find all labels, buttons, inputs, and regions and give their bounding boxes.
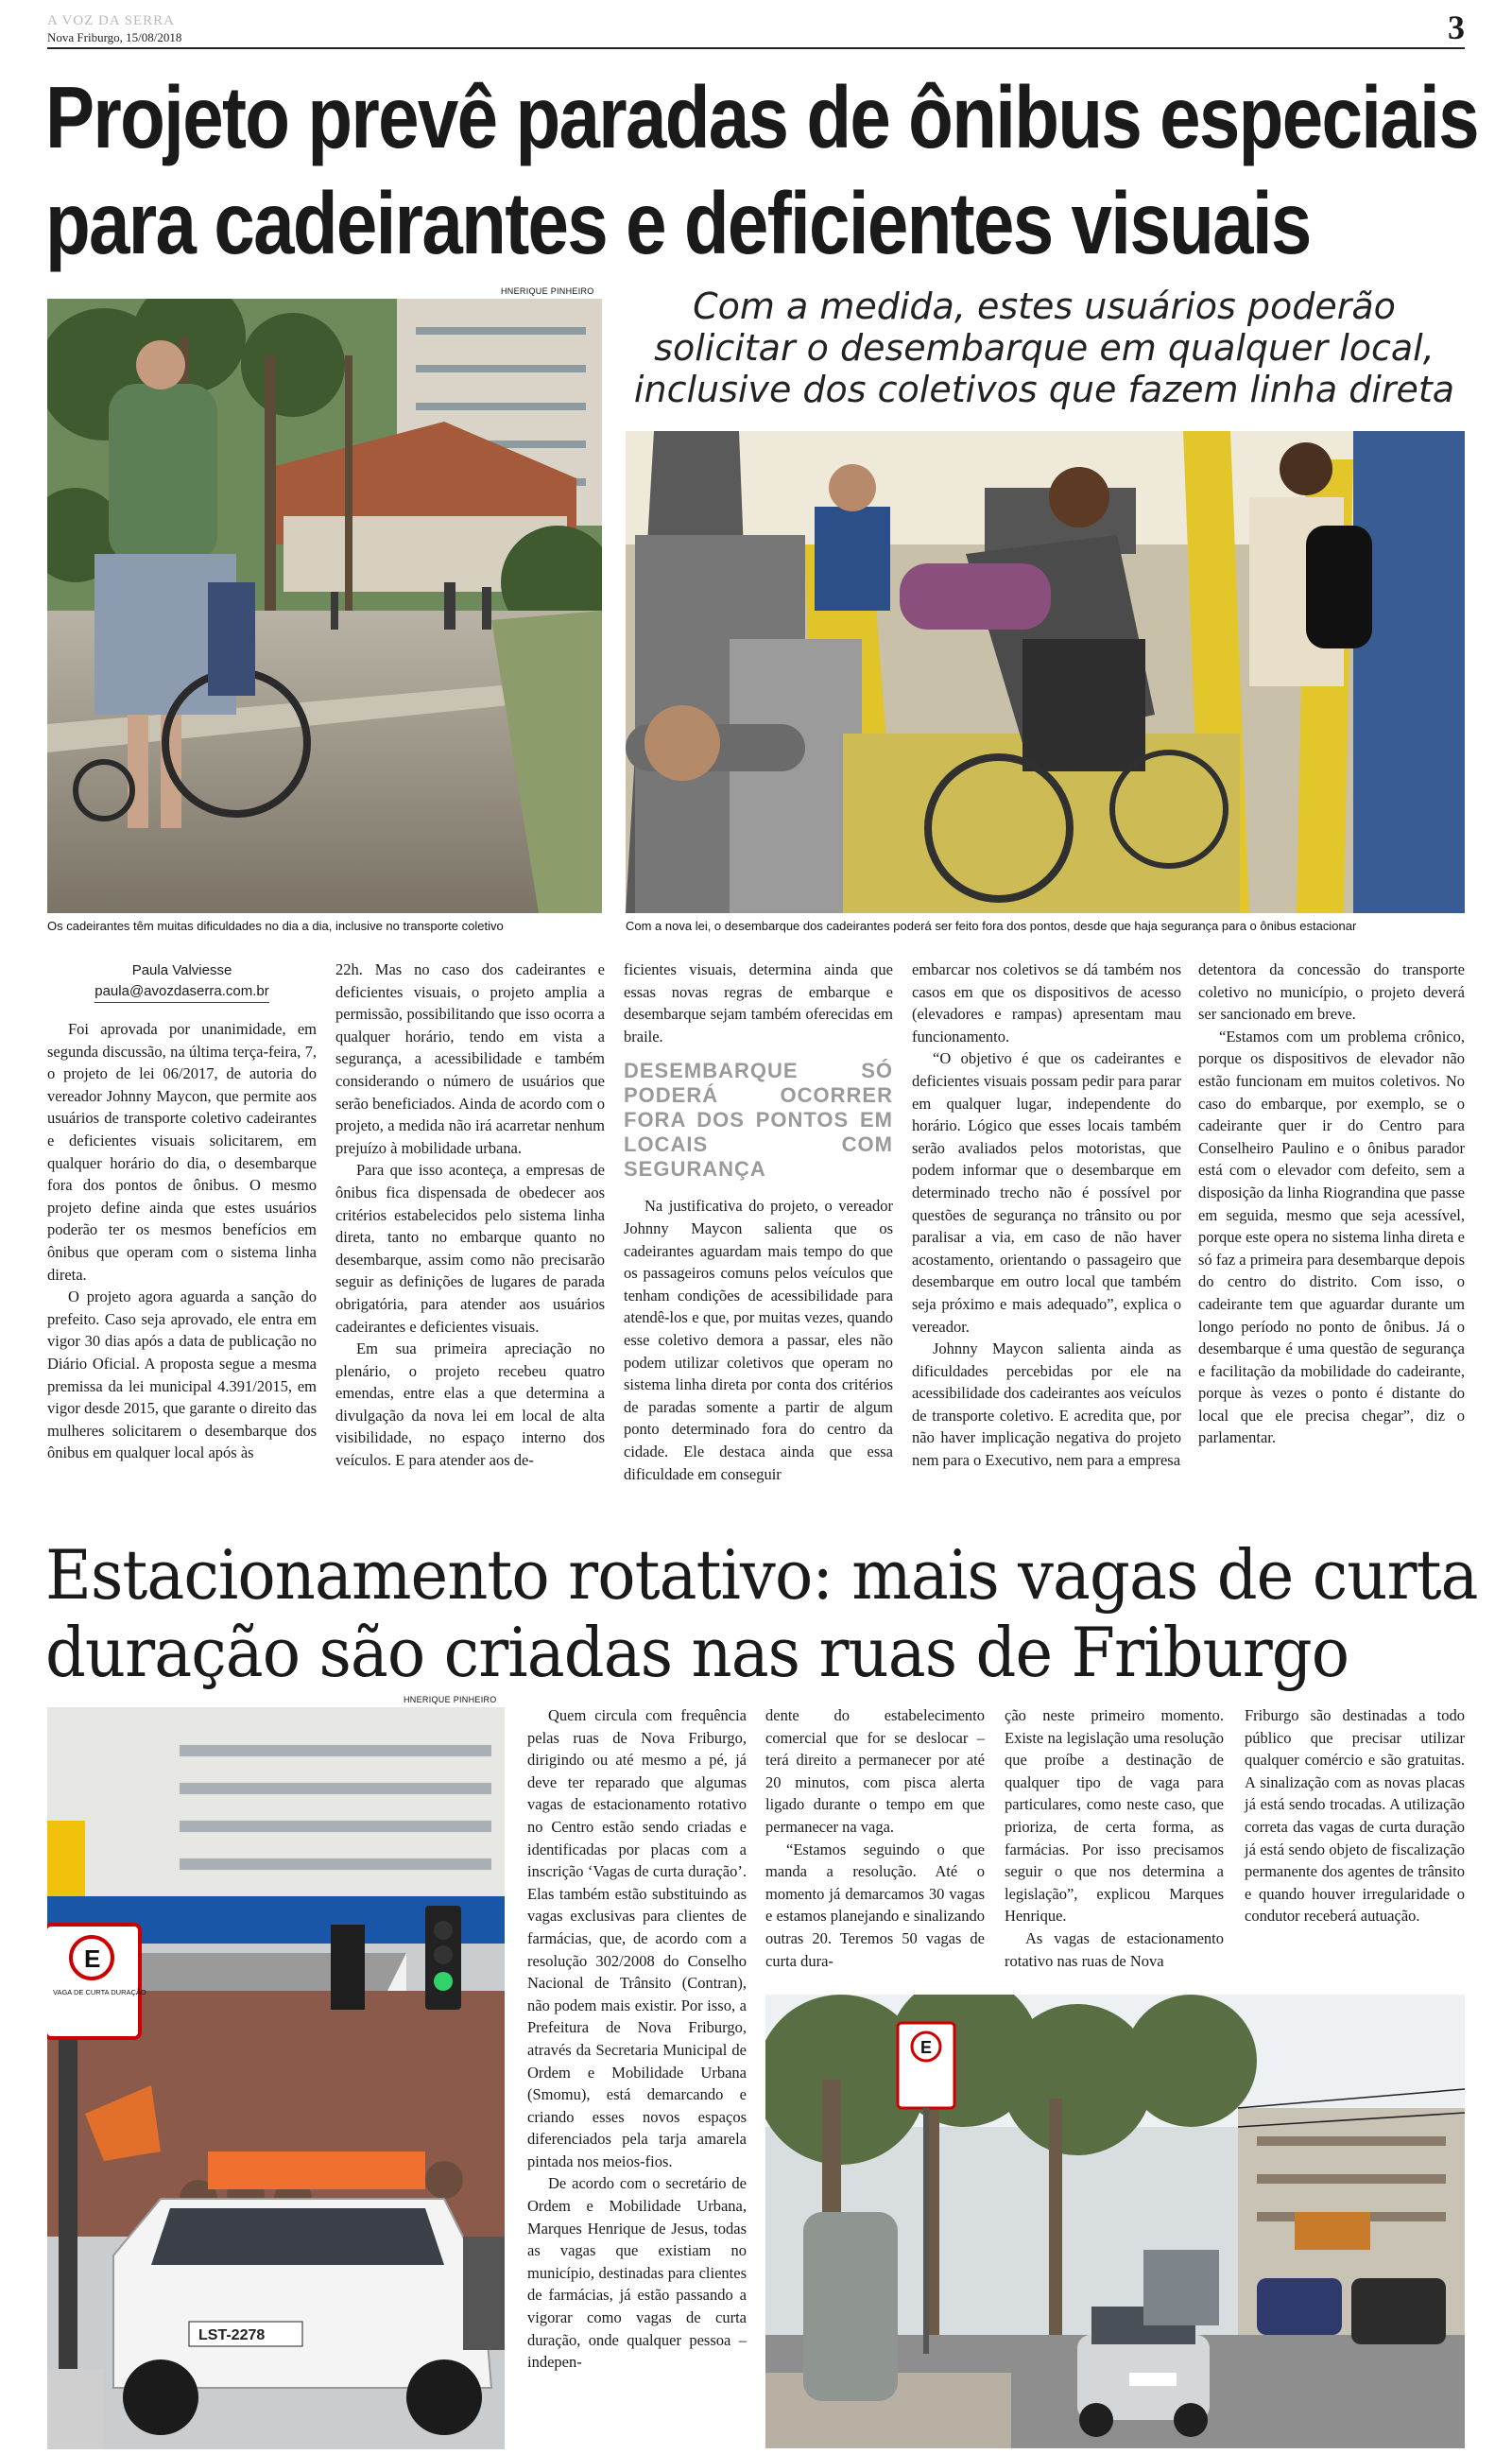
paragraph: Friburgo são destinadas a todo público que precisar utilizar qualquer comércio e são gratuitas. A sinalização com as novas placas já está sendo trocadas. A utilização correta das vagas de curta duração já está sendo objeto de fiscalização permanente dos agentes de trânsito e quando houver irregularidade o condutor receberá autuação. xyxy=(1245,1706,1465,1926)
story1-column-5 xyxy=(1198,959,1465,1449)
photo-street-car-sign xyxy=(47,1707,505,2449)
car-plate: LST-2278 xyxy=(198,2327,266,2343)
interhead: DESEMBARQUE SÓ PODERÁ OCORRER FORA DOS PONTOS EM LOCAIS COM SEGURANÇA xyxy=(624,1059,893,1182)
story2-column-2 xyxy=(765,1704,985,1972)
paragraph: Para que isso aconteça, a empresas de ônibus fica dispensada de obedecer aos critérios estabelecidos pelo sistema linha direta, tanto no embarque quanto no desembarque, assim como não precisarão seguir as definições de lugares de parada obrigatória, para atender aos usuários cadeirantes e deficientes visuais. xyxy=(335,1161,605,1336)
photo-street-car-sign-image xyxy=(47,1707,505,2449)
paragraph: O projeto agora aguarda a sanção do prefeito. Caso seja aprovado, ele entra em vigor 30 dias após a data de publicação no Diário Oficial. A proposta segue a mesma premissa da lei municipal 4.391/2015, em vigor desde 2015, que garante o direito das mulheres solicitarem o desembarque dos ônibus em qualquer local após às xyxy=(47,1287,317,1462)
paper-name: A VOZ DA SERRA xyxy=(47,13,175,28)
photo1-caption: Os cadeirantes têm muitas dificuldades no dia a dia, inclusive no transporte coletivo xyxy=(47,919,504,933)
dateline: Nova Friburgo, 15/08/2018 xyxy=(47,30,182,44)
photo-bus-wheelchair-image xyxy=(626,431,1465,913)
story2-column-3 xyxy=(1005,1704,1224,1972)
page-number: 3 xyxy=(1448,9,1465,46)
paragraph: “Estamos seguindo o que manda a resolução. Até o momento já demarcamos 30 vagas e estamos planejando e sinalizando outras 20. Teremos 50 vagas de curta dura- xyxy=(765,1840,985,1970)
author-email: paula@avozdaserra.com.br xyxy=(94,981,268,1003)
paragraph: Em sua primeira apreciação no plenário, o projeto recebeu quatro emendas, entre elas a que determina a divulgação da nova lei em local de alta visibilidade, no espaço interno dos veículos. E para atender aos de- xyxy=(335,1339,605,1470)
story2-column-4 xyxy=(1245,1704,1465,1927)
paragraph: ção neste primeiro momento. Existe na legislação uma resolução que proíbe a destinação de qualquer tipo de vaga para particulares, como neste caso, que prioriza, de certa forma, as farmácias. Por isso precisamos seguir o que nos determina a legislação”, explicou Marques Henrique. xyxy=(1005,1706,1224,1926)
photo-street-parking xyxy=(765,1995,1465,2448)
paragraph: Quem circula com frequência pelas ruas de Nova Friburgo, dirigindo ou até mesmo a pé, já deve ter reparado que algumas vagas de estacionamento rotativo no Centro estão sendo criadas e identificadas por placas com a inscrição ‘Vagas de curta duração’. Elas também estão substituindo as vagas exclusivas para clientes de farmácias, que, de acordo com a resolução 302/2008 do Conselho Nacional de Trânsito (Contran), não podem mais existir. Por isso, a Prefeitura de Nova Friburgo, através da Secretaria Municipal de Ordem e Mobilidade Urbana (Smomu), está demarcando e criando esses novos espaços diferenciados pela tarja amarela pintada nos meios-fios. xyxy=(527,1706,747,2170)
paragraph: detentora da concessão do transporte coletivo no município, o projeto deverá ser sancionado em breve. xyxy=(1198,960,1465,1024)
story1-column-2 xyxy=(335,959,605,1472)
story2-headline-line2: duração são criadas nas ruas de Friburgo xyxy=(45,1613,1349,1692)
photo-street-parking-image xyxy=(765,1995,1465,2448)
photo-street-wheelchair-image xyxy=(47,299,602,913)
parking-sign-letter: E xyxy=(84,1944,101,1973)
paragraph: “O objetivo é que os cadeirantes e deficientes visuais possam pedir para parar em qualquer lugar, independente do horário. Lógico que esses locais também serão avaliados pelos motoristas, que podem informar que o desembarque em determinado trecho não é possível por questões de segurança no trânsito ou por paralisar a via, em caso de não haver acostamento, orientando o passageiro que desembarque em outro local que também seja próximo e mais adequado”, explica o vereador. xyxy=(912,1049,1181,1336)
paragraph: ficientes visuais, determina ainda que essas novas regras de embarque e desembarque sejam também oferecidas em braile. xyxy=(624,960,893,1046)
paragraph: Na justificativa do projeto, o vereador Johnny Maycon salienta que os cadeirantes aguardam mais tempo do que os passageiros comuns pelos veículos que tenham condições de acessibilidade para atendê-los e que, por muitas vezes, quando esse coletivo demora a passar, eles não podem utilizar coletivos que operam no sistema linha direta por conta dos critérios de paradas somente a partir de algum ponto determinado fora do centro da cidade. Ele destaca ainda que essa dificuldade em conseguir xyxy=(624,1197,893,1483)
paragraph: 22h. Mas no caso dos cadeirantes e deficientes visuais, o projeto amplia a permissão, possibilitando que isso ocorra a qualquer horário, tendo em vista a segurança, a acessibilidade e também considerando o número de usuários que serão beneficiados. Ainda de acordo com o projeto, a medida não irá acarretar nenhum prejuízo à mobilidade urbana. xyxy=(335,960,605,1157)
paragraph: As vagas de estacionamento rotativo nas ruas de Nova xyxy=(1005,1928,1224,1970)
paragraph: dente do estabelecimento comercial que for se deslocar – terá direito a permanecer por até 20 minutos, com pisca alerta ligado durante o tempo em que permanecer na vaga. xyxy=(765,1706,985,1836)
photo2-caption: Com a nova lei, o desembarque dos cadeirantes poderá ser feito fora dos pontos, desde que haja segurança para o ônibus estacionar xyxy=(626,919,1357,933)
masthead-rule xyxy=(47,47,1465,49)
story2-headline xyxy=(45,1535,1478,1692)
byline xyxy=(47,960,317,1003)
photo-street-wheelchair xyxy=(47,299,602,913)
story2-headline-line1: Estacionamento rotativo: mais vagas de curta xyxy=(45,1535,1478,1615)
parking-sign-letter-2: E xyxy=(920,2038,933,2057)
paragraph: Johnny Maycon salienta ainda as dificuldades percebidas por ele na acessibilidade dos cadeirantes aos veículos de transporte coletivo. E acredita que, por não haver implicação negativa do projeto nem para o Executivo, nem para a empresa xyxy=(912,1339,1181,1470)
story1-subhead: Com a medida, estes usuários poderão solicitar o desembarque em qualquer local, inclusive dos coletivos que fazem linha direta xyxy=(633,285,1455,410)
photo1-credit: HNERIQUE PINHEIRO xyxy=(501,286,594,296)
parking-sign-text: VAGA DE CURTA DURAÇÃO xyxy=(53,1988,146,1996)
paragraph: “Estamos com um problema crônico, porque os dispositivos de elevador não estão funcionam em muitos coletivos. No caso do embarque, por exemplo, se o cadeirante quer ir do Centro para Conselheiro Paulino e o ônibus parador está com o elevador com defeito, sem a disposição da linha Riograndina que passe em seguida, mesmo que seja acessível, porque este opera no sistema linha direta e só faz a primeira para desembarque depois do centro do distrito. Com isso, o cadeirante tem que aguardar durante um longo período no ponto de ônibus. Já o desembarque é uma questão de segurança e facilitação da mobilidade do cadeirante, porque às vezes o ponto é distante do local que ele precisa chegar”, diz o parlamentar. xyxy=(1198,1027,1465,1447)
story1-headline-line1: Projeto prevê paradas de ônibus especiais xyxy=(45,68,1478,166)
story1-headline xyxy=(45,64,1478,276)
paragraph: De acordo com o secretário de Ordem e Mobilidade Urbana, Marques Henrique de Jesus, todas as vagas que existiam no município, destinadas para clientes de farmácias, já estão passando a vigorar como vagas de curta duração, onde qualquer pessoa – indepen- xyxy=(527,2174,747,2372)
photo3-credit: HNERIQUE PINHEIRO xyxy=(404,1695,497,1704)
paragraph: embarcar nos coletivos se dá também nos casos em que os dispositivos de acesso (elevadores e rampas) apresentam mau funcionamento. xyxy=(912,960,1181,1046)
paragraph: Foi aprovada por unanimidade, em segunda discussão, na última terça-feira, 7, o projeto de lei 06/2017, de autoria do vereador Johnny Maycon, que permite aos usuários de transporte coletivo cadeirantes e deficientes visuais solicitarem, em qualquer horário do dia, o desembarque fora dos pontos de ônibus. O mesmo projeto define ainda que estes usuários poderão ter os mesmos benefícios em ônibus que operam com o sistema linha direta. xyxy=(47,1020,317,1284)
story1-column-4 xyxy=(912,959,1181,1472)
author-name: Paula Valviesse xyxy=(131,962,232,978)
story2-column-1 xyxy=(527,1704,747,2374)
story1-column-1 xyxy=(47,960,317,1464)
story1-column-3 xyxy=(624,959,893,1485)
story1-headline-line2: para cadeirantes e deficientes visuais xyxy=(45,174,1311,272)
photo-bus-wheelchair xyxy=(626,431,1465,913)
